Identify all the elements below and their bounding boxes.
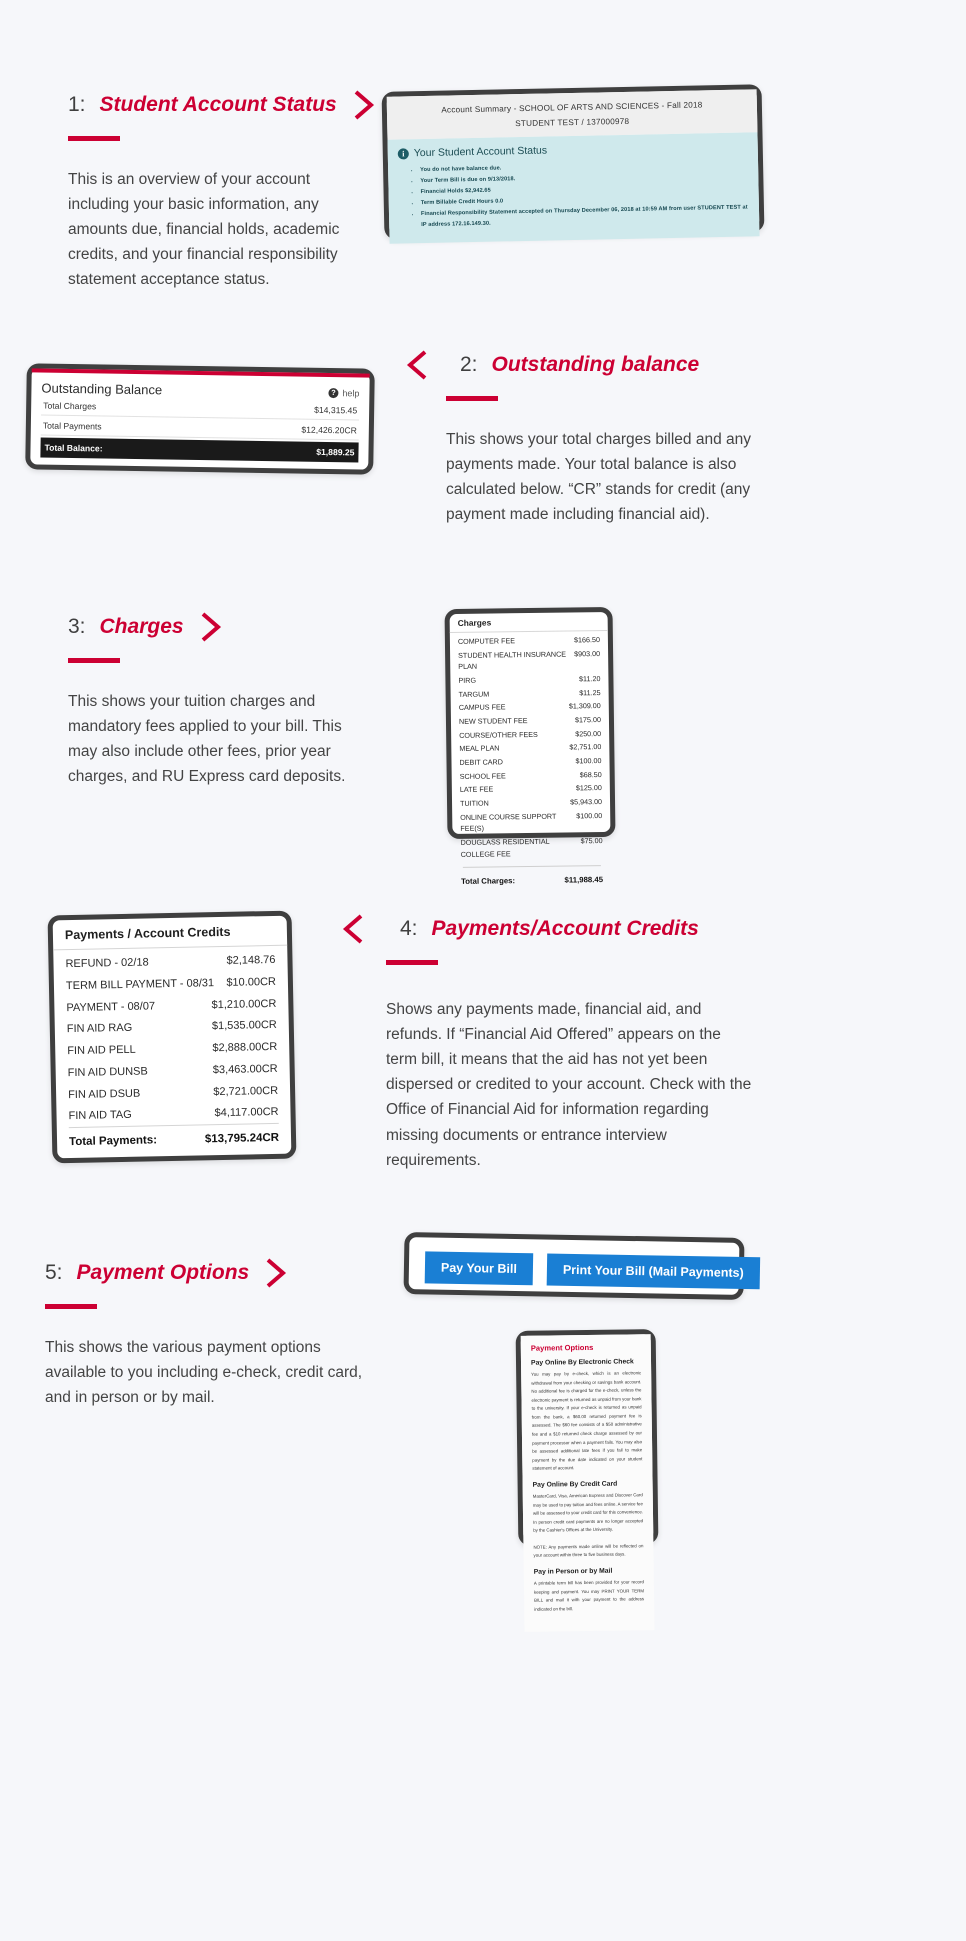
row-label: REFUND - 02/18	[65, 956, 149, 971]
row-value: $2,888.00CR	[212, 1040, 278, 1055]
section-1-text	[68, 88, 368, 293]
row-label: FIN AID DSUB	[68, 1087, 141, 1101]
charges-divider	[463, 865, 601, 868]
section-5-title: Payment Options	[76, 1261, 250, 1284]
payments-total-label: Total Payments:	[68, 1134, 158, 1149]
row-value: $3,463.00CR	[212, 1062, 278, 1077]
account-status-bullets	[398, 159, 749, 231]
row-value: $1,309.00	[568, 701, 601, 711]
row-label: Total Charges	[43, 400, 97, 412]
total-balance-label: Total Balance:	[44, 442, 103, 454]
row-value: $250.00	[575, 728, 602, 739]
section-4-heading	[340, 912, 760, 946]
payment-options-paragraph: A printable term bill has been provided for your record keeping and payment. You may PRINT YOUR TERM BILL and mail it with your payment to the address indicated on the bill.	[533, 1579, 645, 1612]
print-your-bill-button[interactable]: Print Your Bill (Mail Payments)	[547, 1254, 760, 1290]
question-mark-icon: ?	[328, 388, 338, 398]
charges-screenshot	[445, 607, 616, 887]
charges-title: Charges	[450, 612, 608, 633]
list-item: • Financial Holds $2,942.65	[420, 181, 748, 198]
section-3-text	[68, 610, 368, 789]
chevron-right-icon	[198, 610, 224, 644]
help-label: help	[342, 387, 360, 399]
row-label: ONLINE COURSE SUPPORT FEE(S)	[460, 811, 557, 834]
payment-options-paragraph: MasterCard, Visa, American Express and Discover Card may be used to pay tuition and fees online. A service fee will be assessed to your credit card for this convenience. In person credit card payments are no longer accepted by the Cashier's Offices at the University.	[532, 1492, 644, 1533]
section-2-title: Outstanding balance	[491, 353, 700, 376]
payment-options-paragraph: You may pay by e-check, which is an electronic withdrawal from your checking or savings bank account. No additional fee is charged for the e-check, unless the electronic payment is returned as unpaid from your bank to the university. If your e-check is returned as unpaid from the bank, a $60.00 returned payment fee is assessed. The $60 fee consists of a $50 administrative fee and a $10 returned check charge assessed by our payment processor when a payment fails. You may also be assessed additional late fees if you fail to make payment by the due date indicated on your student statement of account.	[531, 1370, 643, 1472]
section-4-text	[340, 912, 760, 1173]
section-5-heading	[45, 1256, 365, 1290]
chevron-right-icon	[263, 1256, 289, 1290]
payment-options-heading: Pay in Person or by Mail	[533, 1567, 613, 1576]
row-value: $125.00	[575, 783, 602, 793]
row-label: LATE FEE	[459, 784, 494, 795]
section-1-heading	[68, 88, 368, 122]
section-3-heading	[68, 610, 368, 644]
table-row	[460, 809, 602, 836]
payment-options-screenshot	[516, 1329, 659, 1612]
section-1-underline	[68, 136, 120, 141]
payments-total-row	[69, 1123, 280, 1158]
section-1-number: 1:	[68, 93, 86, 116]
row-label: FIN AID TAG	[68, 1109, 132, 1123]
row-value: $2,148.76	[226, 953, 276, 967]
row-label: TUITION	[459, 798, 489, 808]
list-item: • Term Billable Credit Hours 0.0	[421, 192, 749, 209]
row-value: $2,751.00	[569, 742, 602, 752]
row-label: NEW STUDENT FEE	[458, 715, 528, 726]
row-value: $68.50	[579, 769, 602, 779]
row-value: $12,426.20CR	[301, 424, 357, 436]
row-value: $166.50	[573, 635, 600, 645]
row-value: $1,535.00CR	[211, 1019, 277, 1033]
row-value: $14,315.45	[314, 404, 358, 416]
row-value: $175.00	[574, 715, 602, 725]
row-label: TARGUM	[458, 689, 490, 699]
section-4-underline	[386, 960, 438, 965]
payments-footer	[57, 1123, 292, 1159]
row-label: DOUGLASS RESIDENTIAL COLLEGE FEE	[460, 836, 550, 859]
section-4-title: Payments/Account Credits	[431, 917, 699, 940]
chevron-left-icon	[340, 912, 366, 946]
row-label: MEAL PLAN	[459, 743, 500, 754]
row-value: $1,210.00CR	[211, 997, 277, 1011]
section-1-title: Student Account Status	[99, 93, 337, 116]
account-summary-header	[387, 89, 758, 140]
section-5-number: 5:	[45, 1261, 63, 1284]
payment-options-heading: Pay Online By Credit Card	[532, 1480, 618, 1489]
chevron-right-icon	[351, 88, 377, 122]
section-3-number: 3:	[68, 615, 86, 638]
section-5-body: This shows the various payment options available to you including e-check, credit card, and in person or by mail.	[45, 1339, 363, 1407]
list-item: • You do not have balance due.	[420, 159, 748, 176]
table-row	[458, 647, 600, 674]
row-value: $11.25	[579, 687, 601, 697]
payment-options-title: Payment Options	[530, 1342, 594, 1353]
section-4-body: Shows any payments made, financial aid, and refunds. If “Financial Aid Offered” appears on the term bill, it means that the aid has not yet been dispersed or credited to your account. Check with the Office of Financial Aid for information regarding missing documents or entrance interview requirements.	[386, 1001, 752, 1169]
pay-your-bill-button[interactable]: Pay Your Bill	[425, 1251, 533, 1285]
row-label: CAMPUS FEE	[458, 702, 506, 713]
payment-options-document	[521, 1334, 655, 1632]
section-5-underline	[45, 1304, 97, 1309]
row-label: DEBIT CARD	[459, 757, 503, 767]
table-row	[41, 416, 359, 441]
row-value: $5,943.00	[569, 796, 603, 807]
row-label: COURSE/OTHER FEES	[459, 729, 538, 740]
row-value: $100.00	[576, 810, 603, 820]
account-status-panel	[388, 133, 760, 244]
chevron-left-icon	[404, 348, 430, 382]
row-value: $75.00	[580, 835, 603, 846]
row-label: Total Payments	[42, 420, 102, 432]
section-2-underline	[446, 396, 498, 401]
charges-total-row	[453, 875, 611, 892]
row-label: FIN AID PELL	[67, 1043, 136, 1058]
row-label: STUDENT HEALTH INSURANCE PLAN	[458, 649, 567, 672]
payment-buttons-row	[408, 1237, 744, 1303]
total-balance-row	[40, 437, 358, 462]
account-summary-header-line1: Account Summary - SCHOOL OF ARTS AND SCIENCES - Fall 2018	[441, 100, 703, 115]
row-label: PIRG	[458, 675, 477, 685]
row-label: COMPUTER FEE	[457, 636, 516, 646]
section-2-heading	[404, 348, 776, 382]
account-summary-screenshot	[382, 84, 765, 240]
section-5-text	[45, 1256, 365, 1410]
row-value: $11.20	[578, 674, 601, 684]
payment-options-note: NOTE: Any payments made online will be reflected on your account within three to five business days.	[533, 1543, 644, 1559]
section-3-title: Charges	[99, 615, 184, 638]
section-2-body: This shows your total charges billed and any payments made. Your total balance is also calculated below. “CR” stands for credit (any payment made including financial aid).	[446, 431, 751, 524]
account-status-title	[398, 141, 748, 160]
help-link[interactable]	[328, 388, 359, 398]
list-item: • Your Term Bill is due on 9/13/2018.	[420, 170, 748, 187]
list-item: • Financial Responsibility Statement accepted on Thursday December 06, 2018 at 10:59 AM from user STUDENT TEST at IP address 172.16.149.30.	[421, 202, 749, 230]
payment-options-heading: Pay Online By Electronic Check	[530, 1358, 634, 1367]
section-4-number: 4:	[400, 917, 418, 940]
row-value: $2,721.00CR	[213, 1084, 279, 1098]
charges-table	[450, 631, 611, 877]
account-status-title-text: Your Student Account Status	[413, 144, 548, 160]
section-2-number: 2:	[460, 353, 478, 376]
payments-table	[53, 946, 291, 1129]
info-icon: i	[398, 148, 409, 159]
outstanding-balance-body	[30, 372, 369, 472]
row-label: TERM BILL PAYMENT - 08/31	[65, 976, 215, 992]
payments-screenshot	[48, 911, 297, 1164]
row-label: PAYMENT - 08/07	[66, 999, 156, 1014]
charges-total-label: Total Charges:	[461, 876, 516, 887]
row-value: $903.00	[574, 648, 601, 659]
table-row	[460, 834, 602, 861]
payments-total-value: $13,795.24CR	[204, 1131, 280, 1146]
payments-title: Payments / Account Credits	[53, 916, 288, 951]
row-value: $4,117.00CR	[214, 1106, 279, 1120]
section-3-underline	[68, 658, 120, 663]
outstanding-balance-screenshot	[25, 363, 375, 474]
payment-buttons-screenshot	[403, 1232, 744, 1300]
total-balance-value: $1,889.25	[316, 446, 355, 458]
section-1-body: This is an overview of your account including your basic information, any amounts due, financial holds, academic credits, and your financial responsibility statement acceptance status.	[68, 171, 340, 289]
row-label: FIN AID DUNSB	[67, 1065, 148, 1079]
account-summary-header-line2: STUDENT TEST / 137000978	[515, 117, 630, 129]
row-label: SCHOOL FEE	[459, 770, 506, 781]
row-label: FIN AID RAG	[66, 1022, 133, 1036]
charges-total-value: $11,988.45	[564, 875, 604, 885]
section-3-body: This shows your tuition charges and mandatory fees applied to your bill. This may also include other fees, prior year charges, and RU Express card deposits.	[68, 693, 346, 786]
outstanding-balance-title: Outstanding Balance	[41, 380, 163, 398]
row-value: $100.00	[575, 755, 602, 766]
row-value: $10.00CR	[226, 975, 277, 989]
section-2-text	[404, 348, 776, 527]
